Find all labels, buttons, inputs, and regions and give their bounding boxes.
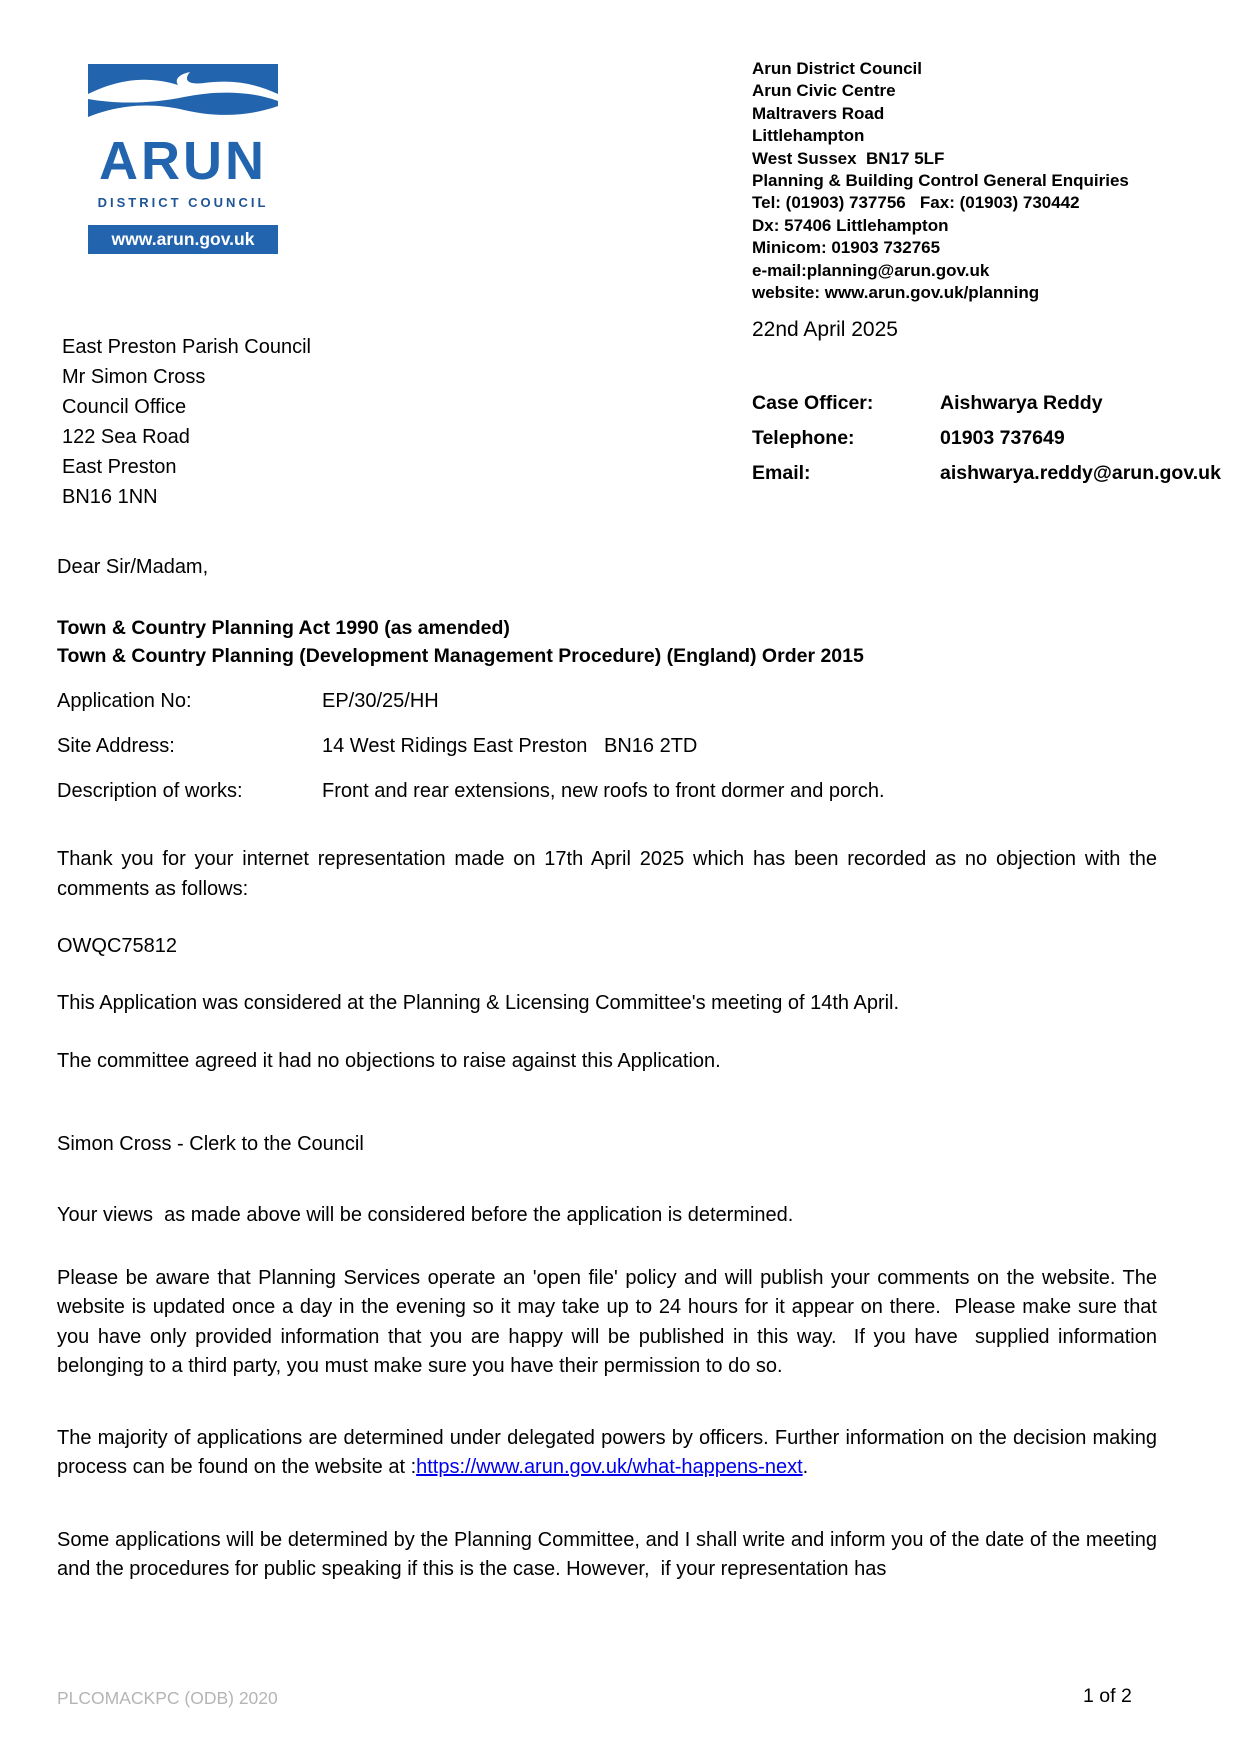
application-no-value: EP/30/25/HH [322,690,439,712]
logo-wordmark: ARUN [99,131,267,191]
recipient-line: BN16 1NN [62,486,158,508]
application-details [57,686,1185,821]
letter-body [57,845,1163,1585]
sender-line: Arun Civic Centre [752,81,896,101]
description-of-works-value: Front and rear extensions, new roofs to front dormer and porch. [322,780,885,802]
sender-line: Maltravers Road [752,103,885,123]
sender-line: Dx: 57406 Littlehampton [752,215,949,235]
paragraph-planning-committee: Some applications will be determined by the Planning Committee, and I shall write and inform you of the date of the meeting and the procedures for public speaking if this is the case. However, if your representation has [57,1528,1163,1580]
case-officer-row [752,392,1240,415]
recipient-line: Council Office [62,396,187,418]
delegated-powers-period: . [802,1456,809,1478]
council-logo [88,64,278,254]
case-officer-label: Case Officer: [752,392,874,414]
case-officer-value: Aishwarya Reddy [940,392,1103,414]
paragraph-committee-considered: This Application was considered at the Planning & Licensing Committee's meeting of 14th April. [57,991,900,1014]
site-address-row [57,731,1185,761]
application-no-row [57,686,1185,716]
recipient-line: Mr Simon Cross [62,366,206,388]
email-value: aishwarya.reddy@arun.gov.uk [940,462,1221,484]
recipient-line: 122 Sea Road [62,426,190,448]
paragraph-no-objections: The committee agreed it had no objections to raise against this Application. [57,1050,721,1072]
salutation: Dear Sir/Madam, [57,556,209,578]
case-officer-block [752,392,1240,497]
sender-line: Arun District Council [752,59,923,78]
what-happens-next-link[interactable]: https://www.arun.gov.uk/what-happens-next [416,1456,803,1478]
delegated-powers-text: The majority of applications are determined under delegated powers by officers. Further information on the decision making process can be found on the website at : [57,1426,1163,1478]
recipient-line: East Preston Parish Council [62,336,312,358]
document-reference: PLCOMACKPC (ODB) 2020 [57,1688,278,1708]
site-address-label: Site Address: [57,735,175,757]
letter-date: 22nd April 2025 [752,318,898,341]
sender-line: Littlehampton [752,126,865,146]
application-no-label: Application No: [57,690,192,712]
telephone-row [752,427,1240,450]
sender-line: Minicom: 01903 732765 [752,238,941,258]
recipient-address-block [62,332,311,512]
recipient-line: East Preston [62,456,177,478]
email-label: Email: [752,462,811,484]
sender-line: West Sussex BN17 5LF [752,148,945,168]
logo-subtitle: DISTRICT COUNCIL [97,195,269,210]
telephone-label: Telephone: [752,427,855,449]
paragraph-reference-code: OWQC75812 [57,935,178,957]
sender-line: website: www.arun.gov.uk/planning [752,283,1040,303]
paragraph-clerk-signature: Simon Cross - Clerk to the Council [57,1132,364,1155]
sender-line: Planning & Building Control General Enquiries [752,171,1129,191]
description-of-works-row [57,776,1185,806]
site-address-value: 14 West Ridings East Preston BN16 2TD [322,735,698,757]
paragraph-thank-you: Thank you for your internet representation made on 17th April 2025 which has been recorded as no objection with the comments as follows: [57,848,1163,900]
seagull-wave-icon [88,64,278,124]
paragraph-open-file-policy: Please be aware that Planning Services operate an 'open file' policy and will publish your comments on the website. The website is updated once a day in the evening so it may take up to 24 hours for it appear on there. Please make sure that you have only provided information that you are happy will be published in this way. If you have supplied information belonging to a third party, you must make sure you have their permission to do so. [57,1266,1163,1377]
page-number: 1 of 2 [1083,1685,1132,1707]
subject-heading [57,614,864,670]
subject-line-1: Town & Country Planning Act 1990 (as amended) [57,617,510,639]
sender-address-block [752,58,1240,304]
subject-line-2: Town & Country Planning (Development Management Procedure) (England) Order 2015 [57,645,864,667]
sender-line: Tel: (01903) 737756 Fax: (01903) 730442 [752,193,1080,213]
logo-website-bar: www.arun.gov.uk [88,225,278,254]
telephone-value: 01903 737649 [940,427,1065,449]
paragraph-your-views: Your views as made above will be considered before the application is determined. [57,1204,794,1226]
email-row [752,462,1240,485]
description-of-works-label: Description of works: [57,780,243,802]
sender-line: e-mail:planning@arun.gov.uk [752,260,990,280]
paragraph-delegated-powers [57,1424,1163,1483]
